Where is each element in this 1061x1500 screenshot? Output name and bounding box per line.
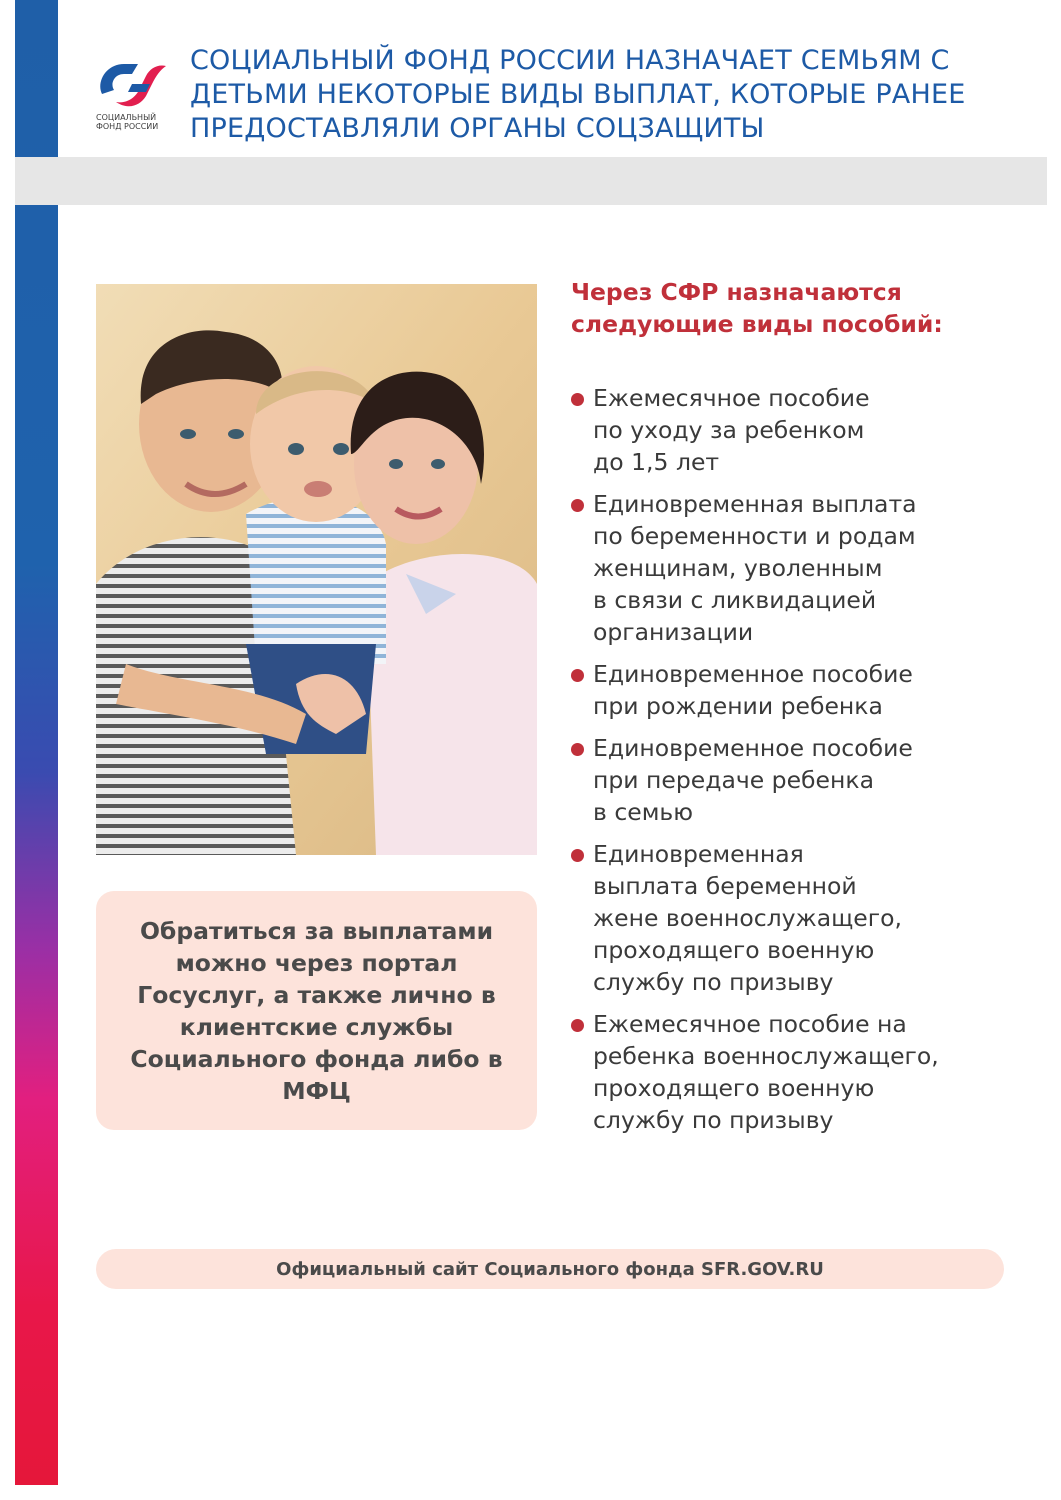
how-to-apply-text: Обратиться за выплатами можно через портал Госуслуг, а также лично в клиентские службы Социального фонда либо в МФЦ (130, 916, 503, 1105)
list-item-text: Ежемесячное пособие на ребенка военнослужащего, проходящего военную службу по призыву (593, 1010, 939, 1134)
list-item (571, 382, 1041, 478)
official-site-text: Официальный сайт Социального фонда SFR.GOV.RU (276, 1258, 824, 1280)
benefits-list (571, 382, 1041, 1146)
family-photo-illustration (96, 284, 537, 855)
benefits-list-title: Через СФР назначаются следующие виды пособий: (571, 278, 943, 338)
list-item (571, 838, 1041, 998)
list-item-text: Единовременная выплата по беременности и родам женщинам, уволенным в связи с ликвидацией организации (593, 490, 917, 646)
sfr-logo-mark (92, 54, 172, 114)
bullet-icon (571, 393, 584, 406)
how-to-apply-box (96, 891, 537, 1130)
list-item-text: Единовременное пособие при рождении ребенка (593, 660, 913, 720)
bullet-icon (571, 743, 584, 756)
official-site-banner (96, 1249, 1004, 1289)
gradient-side-bar (15, 0, 58, 1485)
bullet-icon (571, 669, 584, 682)
list-item (571, 1008, 1041, 1136)
logo-caption: СОЦИАЛЬНЫЙ ФОНД РОССИИ (96, 113, 159, 131)
page-headline: СОЦИАЛЬНЫЙ ФОНД РОССИИ НАЗНАЧАЕТ СЕМЬЯМ С ДЕТЬМИ НЕКОТОРЫЕ ВИДЫ ВЫПЛАТ, КОТОРЫЕ РАНЕЕ ПРЕДОСТАВЛЯЛИ ОРГАНЫ СОЦЗАЩИТЫ (190, 45, 966, 144)
bullet-icon (571, 849, 584, 862)
list-item (571, 658, 1041, 722)
list-item-text: Единовременная выплата беременной жене военнослужащего, проходящего военную службу по призыву (593, 840, 902, 996)
list-item-text: Единовременное пособие при передаче ребенка в семью (593, 734, 913, 826)
list-item (571, 488, 1041, 648)
bullet-icon (571, 499, 584, 512)
list-item-text: Ежемесячное пособие по уходу за ребенком до 1,5 лет (593, 384, 870, 476)
family-photo (96, 284, 537, 855)
list-item (571, 732, 1041, 828)
bullet-icon (571, 1019, 584, 1032)
header-divider-band (15, 157, 1047, 205)
